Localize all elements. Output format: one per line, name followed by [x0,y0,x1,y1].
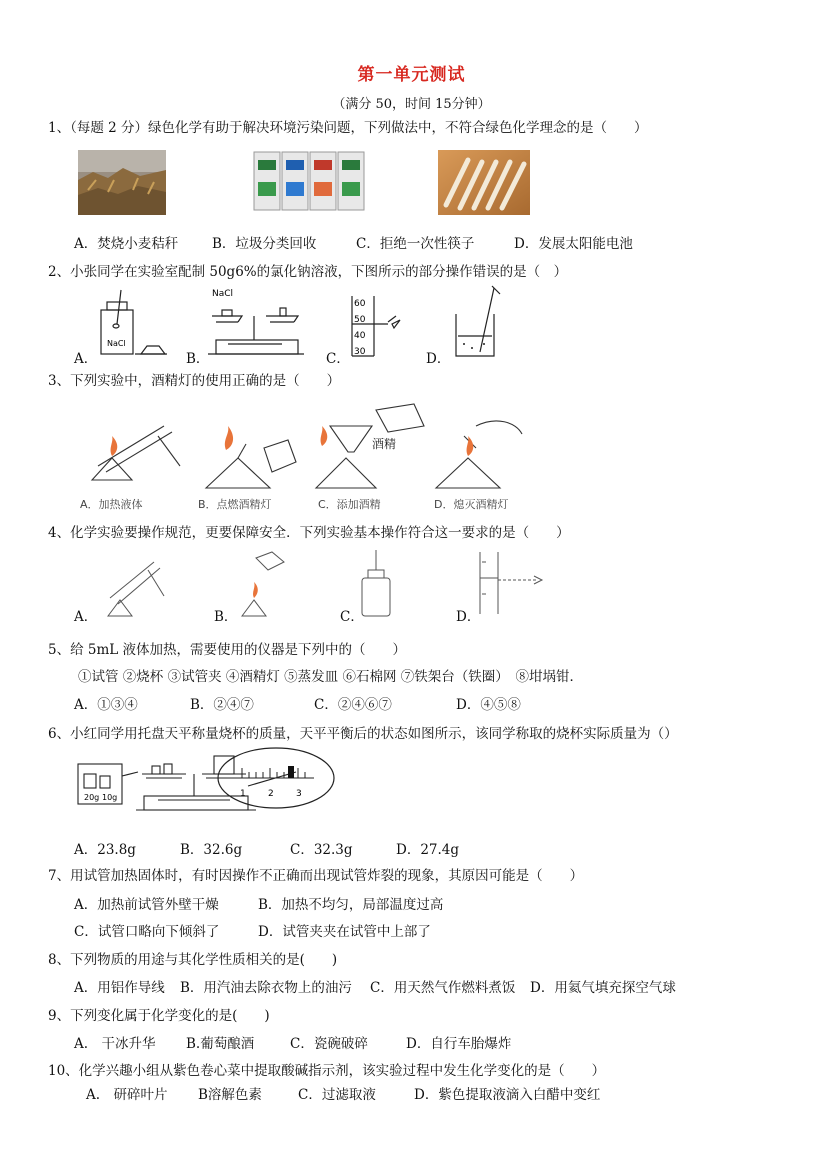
option-d: D．自行车胎爆炸 [406,1036,512,1052]
scale-tick-3: 3 [296,789,302,799]
balance-figure-q2 [198,284,308,360]
scale-tick-2: 2 [268,789,274,799]
alcohol-label: 酒精 [372,437,397,451]
question-4-stem: 4、化学实验要操作规范，更要保障安全．下列实验基本操作符合这一要求的是（ ） [48,525,570,541]
weight-20g-label: 20g [84,793,100,802]
option-d: D．发展太阳能电池 [514,236,633,252]
burning-straw-photo [78,150,166,215]
question-2-stem: 2、小张同学在实验室配制 50g6%的氯化钠溶液，下图所示的部分操作错误的是（ ） [48,264,568,280]
lighting-lamp-figure [232,548,292,620]
option-d: D． [456,609,481,625]
tick-40: 40 [354,331,366,341]
dropper-bottle-figure [354,548,404,620]
option-d: D． [426,351,451,367]
question-7-stem: 7、用试管加热固体时，有时因操作不正确而出现试管炸裂的现象，其原因可能是（ ） [48,868,584,884]
graduated-cylinder-figure [340,294,410,358]
option-b: B．用汽油去除衣物上的油污 [180,980,352,996]
rider-scale-zoom-figure [214,746,338,814]
beaker-stirring-figure [448,284,512,360]
scale-tick-1: 1 [240,789,246,799]
option-c: C．试管口略向下倾斜了 [74,924,220,940]
question-6-stem: 6、小红同学用托盘天平称量烧杯的质量，天平平衡后的状态如图所示，该同学称取的烧杯实际质量为（） [48,726,678,742]
option-a: A．加热液体 [80,498,143,511]
option-c: C． [340,609,364,625]
nacl-label-b: NaCl [212,289,234,299]
alcohol-lamp-figures [76,396,536,512]
option-a: A．①③④ [74,697,138,713]
option-c: C．用天然气作燃料煮饭 [370,980,516,996]
option-d: D．用氦气填充探空气球 [530,980,676,996]
question-10-stem: 10、化学兴趣小组从紫色卷心菜中提取酸碱指示剂，该实验过程中发生化学变化的是（ ） [48,1063,606,1079]
option-b: B溶解色素 [198,1087,262,1103]
tick-30: 30 [354,347,366,357]
question-9-stem: 9、下列变化属于化学变化的是( ) [48,1008,270,1024]
recycling-bins-photo [250,148,368,216]
nacl-label-a: NaCl [107,339,126,348]
option-c: C．添加酒精 [318,498,381,511]
option-b: B．加热不均匀，局部温度过高 [258,897,444,913]
option-c: C．32.3g [290,842,353,858]
option-b: B．垃圾分类回收 [212,236,317,252]
reagent-bottle-figure [95,288,167,360]
page-title: 第一单元测试 [357,65,466,85]
option-b: B.葡萄酿酒 [186,1036,255,1052]
option-b: B． [186,351,210,367]
weight-10g-label: 10g [102,793,118,802]
option-a: A. 研碎叶片 [86,1087,168,1103]
question-5-stem: 5、给 5mL 液体加热，需要使用的仪器是下列中的（ ） [48,642,407,658]
option-a: A． [74,609,98,625]
option-a: A．焚烧小麦秸秆 [74,236,179,252]
option-b: B．32.6g [180,842,243,858]
test-tube-heating-figure [98,548,168,620]
exam-subtitle: （满分 50，时间 15分钟） [332,97,491,112]
tick-50: 50 [354,315,366,325]
option-c: C．瓷碗破碎 [290,1036,368,1052]
tick-60: 60 [354,299,366,309]
option-d: D．④⑤⑧ [456,697,521,713]
question-3-stem: 3、下列实验中，酒精灯的使用正确的是（ ） [48,373,341,389]
option-c: C． [326,351,350,367]
option-b: B． [214,609,238,625]
option-b: B．点燃酒精灯 [198,498,272,511]
option-a: A．加热前试管外壁干燥 [74,897,219,913]
option-a: A. 干冰升华 [74,1036,156,1052]
question-5-instrument-list: ①试管 ②烧杯 ③试管夹 ④酒精灯 ⑤蒸发皿 ⑥石棉网 ⑦铁架台（铁圈） ⑧坩埚钳． [78,669,583,685]
option-a: A． [74,351,98,367]
option-d: D．熄灭酒精灯 [434,498,509,511]
option-c: C．拒绝一次性筷子 [356,236,475,252]
question-1-stem: 1、（每题 2 分）绿色化学有助于解决环境污染问题，下列做法中，不符合绿色化学理念的是（ ） [48,120,648,136]
option-b: B．②④⑦ [190,697,254,713]
chopsticks-photo [438,150,530,215]
option-d: D．试管夹夹在试管中上部了 [258,924,431,940]
option-c: C．过滤取液 [298,1087,376,1103]
question-8-stem: 8、下列物质的用途与其化学性质相关的是( ) [48,952,338,968]
option-a: A．23.8g [74,842,136,858]
option-c: C．②④⑥⑦ [314,697,392,713]
buret-reading-figure [468,548,548,620]
option-d: D．紫色提取液滴入白醋中变红 [414,1087,601,1103]
option-d: D．27.4g [396,842,460,858]
option-a: A．用铝作导线 [74,980,165,996]
